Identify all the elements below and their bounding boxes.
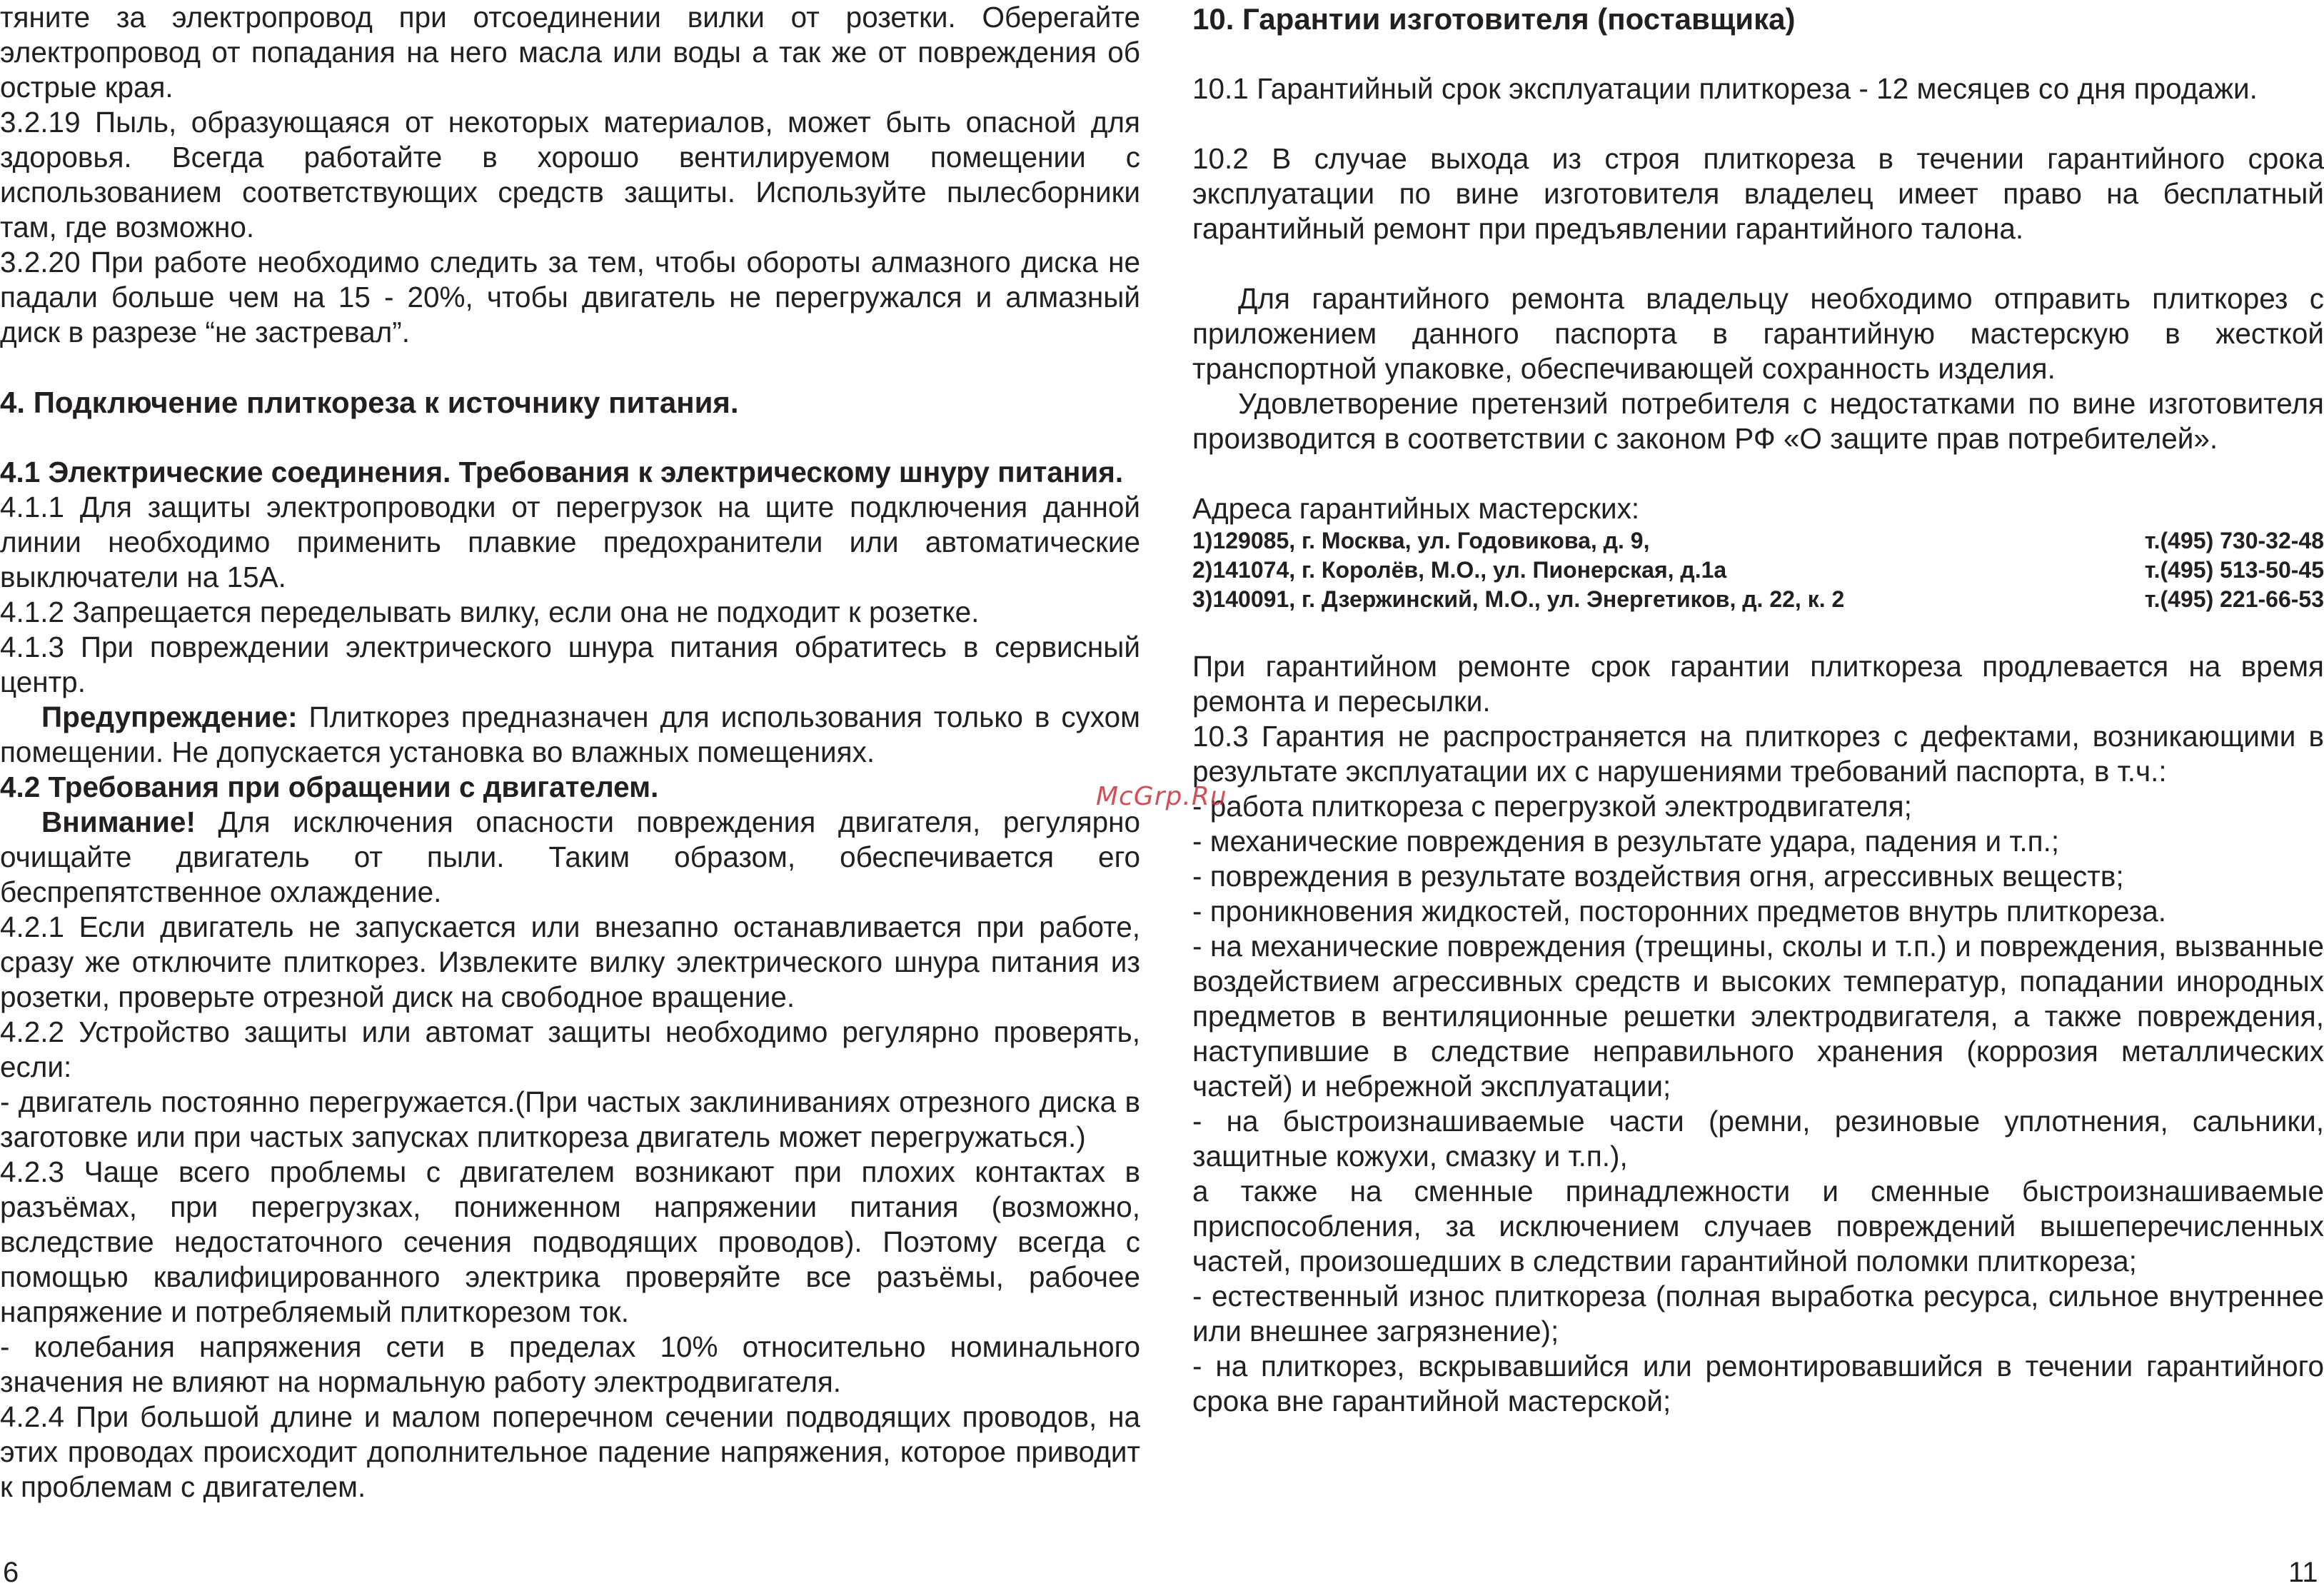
warning-text: Плиткорез предназначен для использования только в сухом помещении. Не допускается установка во влажных помещениях. [0,701,1140,768]
paragraph-4-1-2: 4.1.2 Запрещается переделывать вилку, если она не подходит к розетке. [0,596,980,628]
section-4-1-heading: 4.1 Электрические соединения. Требования к электрическому шнуру питания. [0,456,1124,488]
exclusion-item: - естественный износ плиткореза (полная выработка ресурса, сильное внутреннее или внешнее загрязнение); [1192,1280,2324,1347]
address-text: 1)129085, г. Москва, ул. Годовикова, д. 9, [1192,528,1650,553]
address-phone: т.(495) 513-50-45 [2144,557,2324,583]
address-row [1192,585,2324,614]
page-number-right: 11 [2288,1557,2318,1588]
paragraph-4-2-1: 4.2.1 Если двигатель не запускается или внезапно останавливается при работе, сразу же отключите плиткорез. Извлеките вилку электрического шнура питания из розетки, проверьте отрезной диск на свободное вращение. [0,910,1140,1013]
paragraph-claims: Удовлетворение претензий потребителя с недостатками по вине изготовителя производится в соответствии с законом РФ «О защите прав потребителей». [1192,387,2324,455]
watermark: McGrp.Ru [1096,782,1227,811]
address-row [1192,556,2324,585]
paragraph-3-2-19: 3.2.19 Пыль, образующаяся от некоторых материалов, может быть опасной для здоровья. Всегда работайте в хорошо вентилируемом помещении с использованием соответствующих средств защиты. Используйте пылесборники там, где возможно. [0,106,1140,244]
address-phone: т.(495) 221-66-53 [2144,586,2324,612]
paragraph-10-2: 10.2 В случае выхода из строя плиткореза в течении гарантийного срока эксплуатации по вине изготовителя владелец имеет право на бесплатный гарантийный ремонт при предъявлении гарантийного талона. [1192,142,2324,245]
paragraph-10-3: 10.3 Гарантия не распространяется на плиткорез с дефектами, возникающими в результате эксплуатации их с нарушениями требований паспорта, в т.ч.: [1192,720,2324,788]
warning-label: Предупреждение: [41,701,298,733]
paragraph-warranty-send: Для гарантийного ремонта владельцу необходимо отправить плиткорез с приложением данного паспорта в гарантийную мастерскую в жесткой транспортной упаковке, обеспечивающей сохранность изделия. [1192,282,2324,385]
exclusion-item: - на механические повреждения (трещины, сколы и т.п.) и повреждения, вызванные воздействием агрессивных средств и высоких температур, попадании инородных предметов в вентиляционные решетки электродвигателя, а также повреждения, наступившие в следствие неправильного хранения (коррозия металлических частей) и небрежной эксплуатации; [1192,930,2324,1103]
exclusion-item: - механические повреждения в результате удара, падения и т.п.; [1192,825,2060,858]
left-page-column [0,0,1140,1505]
paragraph-3-2-20: 3.2.20 При работе необходимо следить за тем, чтобы обороты алмазного диска не падали больше чем на 15 - 20%, чтобы двигатель не перегружался и алмазный диск в разрезе “не застревал”. [0,246,1140,348]
warning-paragraph [0,700,1140,770]
paragraph-4-1-3: 4.1.3 При повреждении электрического шнура питания обратитесь в сервисный центр. [0,631,1140,698]
paragraph-4-2-2-item: - двигатель постоянно перегружается.(При частых заклиниваниях отрезного диска в заготовке или при частых запусках плиткореза двигатель может перегружаться.) [0,1085,1140,1153]
address-text: 3)140091, г. Дзержинский, М.О., ул. Энергетиков, д. 22, к. 2 [1192,586,1845,612]
exclusion-item: - проникновения жидкостей, посторонних предметов внутрь плиткореза. [1192,895,2166,928]
exclusion-item: - работа плиткореза с перегрузкой электродвигателя; [1192,790,1912,823]
address-text: 2)141074, г. Королёв, М.О., ул. Пионерская, д.1а [1192,557,1727,583]
paragraph-4-2-4: 4.2.4 При большой длине и малом поперечном сечении подводящих проводов, на этих проводах происходит дополнительное падение напряжения, которое приводит к проблемам с двигателем. [0,1400,1140,1503]
section-10-heading: 10. Гарантии изготовителя (поставщика) [1192,2,1796,36]
address-phone: т.(495) 730-32-48 [2144,528,2324,553]
paragraph-4-2-3: 4.2.3 Чаще всего проблемы с двигателем возникают при плохих контактах в разъёмах, при перегрузках, пониженном напряжении питания (возможно, вследствие недостаточного сечения подводящих проводов). Поэтому всегда с помощью квалифицированного электрика проверяйте все разъёмы, рабочее напряжение и потребляемый плиткорезом ток. [0,1155,1140,1328]
paragraph-cable-care: тяните за электропровод при отсоединении вилки от розетки. Оберегайте электропровод от попадания на него масла или воды а так же от повреждения об острые края. [0,1,1140,104]
address-row [1192,526,2324,556]
attention-label: Внимание! [41,805,196,838]
paragraph-4-1-1: 4.1.1 Для защиты электропроводки от перегрузок на щите подключения данной линии необходимо применить плавкие предохранители или автоматические выключатели на 15А. [0,491,1140,593]
paragraph-4-2-2: 4.2.2 Устройство защиты или автомат защиты необходимо регулярно проверять, если: [0,1015,1140,1083]
right-page-column [1192,1,2324,1419]
exclusion-item: а также на сменные принадлежности и сменные быстроизнашиваемые приспособления, за исключением случаев повреждений вышеперечисленных частей, произошедших в следствии гарантийной поломки плиткореза; [1192,1175,2324,1278]
section-4-heading: 4. Подключение плиткореза к источнику питания. [0,386,739,419]
attention-paragraph [0,805,1140,910]
paragraph-10-1: 10.1 Гарантийный срок эксплуатации плиткореза - 12 месяцев со дня продажи. [1192,72,2258,105]
exclusion-item: - на быстроизнашиваемые части (ремни, резиновые уплотнения, сальники, защитные кожухи, смазку и т.п.), [1192,1105,2324,1173]
paragraph-warranty-extension: При гарантийном ремонте срок гарантии плиткореза продлевается на время ремонта и пересылки. [1192,650,2324,718]
section-4-2-heading: 4.2 Требования при обращении с двигателем. [0,771,659,803]
addresses-list [1192,526,2324,614]
paragraph-4-2-3-item: - колебания напряжения сети в пределах 10% относительно номинального значения не влияют на нормальную работу электродвигателя. [0,1330,1140,1398]
exclusion-item: - повреждения в результате воздействия огня, агрессивных веществ; [1192,860,2124,893]
exclusion-item: - на плиткорез, вскрывавшийся или ремонтировавшийся в течении гарантийного срока вне гарантийной мастерской; [1192,1350,2324,1417]
page-number-left: 6 [3,1557,19,1588]
attention-text: Для исключения опасности повреждения двигателя, регулярно очищайте двигатель от пыли. Таким образом, обеспечивается его беспрепятственное охлаждение. [0,805,1140,908]
addresses-heading: Адреса гарантийных мастерских: [1192,492,1640,525]
